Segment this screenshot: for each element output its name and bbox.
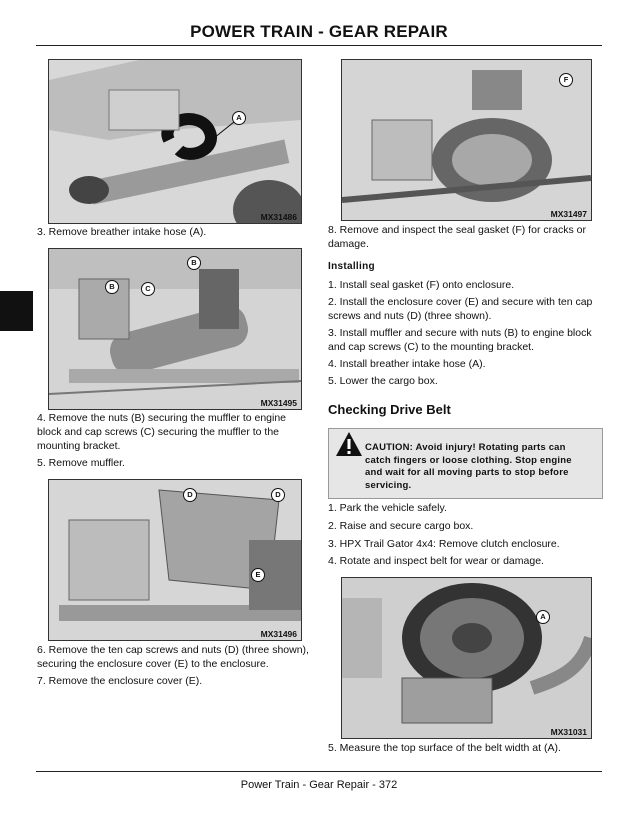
figure-drive-belt xyxy=(341,577,592,739)
figure-muffler-illustration xyxy=(49,249,301,409)
figure-id: MX31495 xyxy=(260,398,297,408)
step-4-line-2: block and cap screws (C) securing the muffler to the xyxy=(37,426,279,438)
callout-c: C xyxy=(141,282,155,296)
figure-muffler xyxy=(48,248,302,410)
caution-line-3: and wait for all moving parts to stop before xyxy=(365,467,569,478)
check-step-2: 2. Raise and secure cargo box. xyxy=(328,520,474,532)
figure-enclosure-cover xyxy=(48,479,302,641)
figure-id: MX31031 xyxy=(550,727,587,737)
footer-rule xyxy=(36,771,602,772)
step-7: 7. Remove the enclosure cover (E). xyxy=(37,675,203,687)
install-step-3-line-1: 3. Install muffler and secure with nuts (B) to engine block xyxy=(328,327,592,339)
figure-breather-hose xyxy=(48,59,302,224)
callout-d: D xyxy=(183,488,197,502)
callout-e: E xyxy=(251,568,265,582)
callout-d: D xyxy=(271,488,285,502)
install-step-1: 1. Install seal gasket (F) onto enclosure. xyxy=(328,279,515,291)
step-5: 5. Remove muffler. xyxy=(37,457,125,469)
warning-icon xyxy=(335,431,363,457)
figure-id: MX31486 xyxy=(260,212,297,222)
install-step-5: 5. Lower the cargo box. xyxy=(328,375,438,387)
caution-box xyxy=(328,428,603,499)
callout-b: B xyxy=(187,256,201,270)
install-step-2-line-2: screws and nuts (D) (three shown). xyxy=(328,310,492,322)
figure-seal-gasket xyxy=(341,59,592,221)
step-8-line-1: 8. Remove and inspect the seal gasket (F) for cracks or xyxy=(328,224,586,236)
caution-line-1: CAUTION: Avoid injury! Rotating parts can xyxy=(365,442,566,453)
check-step-4: 4. Rotate and inspect belt for wear or damage. xyxy=(328,555,544,567)
figure-seal-gasket-illustration xyxy=(342,60,591,220)
install-step-4: 4. Install breather intake hose (A). xyxy=(328,358,486,370)
step-6-line-1: 6. Remove the ten cap screws and nuts (D) (three shown), xyxy=(37,644,309,656)
checking-drive-belt-heading: Checking Drive Belt xyxy=(328,402,451,417)
check-step-5: 5. Measure the top surface of the belt width at (A). xyxy=(328,742,561,754)
step-3: 3. Remove breather intake hose (A). xyxy=(37,226,207,238)
figure-drive-belt-illustration xyxy=(342,578,591,738)
figure-breather-hose-illustration xyxy=(49,60,301,223)
step-4-line-3: mounting bracket. xyxy=(37,440,121,452)
figure-id: MX31496 xyxy=(260,629,297,639)
check-step-3: 3. HPX Trail Gator 4x4: Remove clutch enclosure. xyxy=(328,538,560,550)
figure-id: MX31497 xyxy=(550,209,587,219)
step-4-line-1: 4. Remove the nuts (B) securing the muffler to engine xyxy=(37,412,287,424)
check-step-1: 1. Park the vehicle safely. xyxy=(328,502,447,514)
caution-line-2: catch fingers or loose clothing. Stop engine xyxy=(365,454,572,466)
figure-enclosure-cover-illustration xyxy=(49,480,301,640)
step-6-line-2: securing the enclosure cover (E) to the enclosure. xyxy=(37,658,269,670)
callout-f: F xyxy=(559,73,573,87)
page-footer: Power Train - Gear Repair - 372 xyxy=(240,779,398,791)
callout-a: A xyxy=(536,610,550,624)
install-step-3-line-2: and cap screws (C) to the mounting bracket. xyxy=(328,341,535,353)
install-step-2-line-1: 2. Install the enclosure cover (E) and secure with ten cap xyxy=(328,296,593,308)
caution-line-4: servicing. xyxy=(365,479,412,491)
caution-text xyxy=(365,442,597,492)
page-title: POWER TRAIN - GEAR REPAIR xyxy=(190,22,448,41)
header-rule xyxy=(36,45,602,46)
callout-a: A xyxy=(232,111,246,125)
installing-heading: Installing xyxy=(328,261,375,272)
callout-b: B xyxy=(105,280,119,294)
section-tab xyxy=(0,291,33,331)
step-8-line-2: damage. xyxy=(328,238,369,250)
